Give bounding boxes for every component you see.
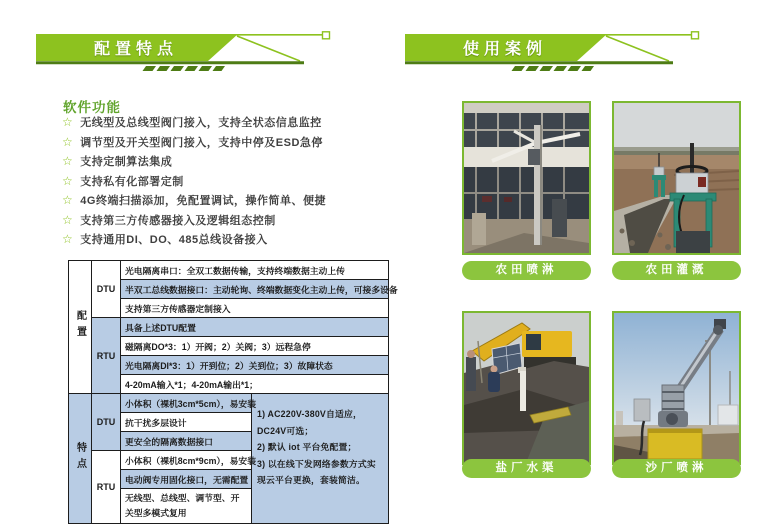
spec-row-text: 半双工总线数据接口：主动轮询、终端数据变化主动上传，可接多设备 bbox=[121, 280, 389, 299]
software-list-item bbox=[62, 134, 392, 154]
spec-row-text: 电动阀专用固化接口，无需配置 bbox=[121, 470, 252, 489]
software-list-item bbox=[62, 212, 392, 232]
table-row bbox=[69, 261, 389, 280]
spec-row-text: 无线型、总线型、调节型、开关型多模式复用 bbox=[121, 489, 252, 524]
banner-end-square-icon bbox=[692, 32, 699, 39]
table-device-rtu-feature: RTU bbox=[92, 451, 121, 524]
software-item-text: 支持第三方传感器接入及逻辑组态控制 bbox=[80, 214, 276, 227]
left-section-banner bbox=[36, 31, 346, 77]
software-list-item bbox=[62, 231, 392, 251]
spec-row-text: 4-20mA输入*1；4-20mA输出*1； bbox=[121, 375, 389, 394]
star-bullet-icon: ☆ bbox=[62, 193, 74, 207]
software-item-text: 无线型及总线型阀门接入，支持全状态信息监控 bbox=[80, 117, 322, 129]
star-bullet-icon: ☆ bbox=[62, 232, 74, 246]
table-row bbox=[69, 394, 389, 413]
software-item-text: 支持定制算法集成 bbox=[80, 156, 173, 168]
case-label-salt-canal: 盐厂水渠 bbox=[462, 459, 591, 478]
software-item-text: 4G终端扫描添加，免配置调试，操作简单、便捷 bbox=[80, 195, 326, 207]
feature-note-line: 1) AC220V-380V自适应，DC24V可选； bbox=[257, 409, 362, 436]
farm-spray-illustration bbox=[464, 103, 589, 253]
software-functions-list bbox=[62, 114, 392, 251]
star-bullet-icon: ☆ bbox=[62, 134, 74, 149]
farm-irrigation-illustration bbox=[614, 103, 739, 253]
feature-notes-cell bbox=[252, 394, 389, 524]
software-item-text: 调节型及开关型阀门接入，支持中停及ESD急停 bbox=[80, 136, 323, 149]
case-photo-salt-canal bbox=[462, 311, 591, 465]
spec-row-text: 光电隔离串口：全双工数据传输，支持终端数据主动上传 bbox=[121, 261, 389, 280]
salt-canal-illustration bbox=[464, 313, 589, 463]
software-list-item bbox=[62, 192, 392, 212]
spec-row-text: 具备上述DTU配置 bbox=[121, 318, 389, 337]
spec-row-text: 小体积（裸机8cm*9cm），易安装 bbox=[121, 451, 252, 470]
star-bullet-icon: ☆ bbox=[62, 212, 74, 227]
spec-row-text: 抗干扰多层设计 bbox=[121, 413, 252, 432]
banner-end-square-icon bbox=[323, 32, 330, 39]
sand-spray-illustration bbox=[614, 313, 739, 463]
case-photo-farm-irrigation bbox=[612, 101, 741, 255]
table-device-dtu-config: DTU bbox=[92, 261, 121, 318]
spec-row-text: 小体积（裸机3cm*5cm），易安装 bbox=[121, 394, 252, 413]
star-bullet-icon: ☆ bbox=[62, 173, 74, 188]
software-list-item bbox=[62, 114, 392, 134]
banner-dash-marks-icon bbox=[142, 66, 225, 71]
spec-table bbox=[68, 260, 398, 524]
case-photo-sand-spray bbox=[612, 311, 741, 465]
case-label-sand-spray: 沙厂喷淋 bbox=[612, 459, 741, 478]
case-label-farm-irrigation: 农田灌溉 bbox=[612, 261, 741, 280]
spec-row-text: 光电隔离DI*3：1）开到位；2）关到位；3）故障状态 bbox=[121, 356, 389, 375]
feature-note-line: 3) 以在线下发网络参数方式实现云平台更换，套装简洁。 bbox=[257, 458, 376, 485]
table-device-dtu-feature: DTU bbox=[92, 394, 121, 451]
banner-dash-marks-icon bbox=[511, 66, 594, 71]
star-bullet-icon: ☆ bbox=[62, 115, 74, 129]
case-photo-farm-spray bbox=[462, 101, 591, 255]
spec-row-text: 支持第三方传感器定制接入 bbox=[121, 299, 389, 318]
software-list-item bbox=[62, 153, 392, 173]
table-device-rtu-config: RTU bbox=[92, 318, 121, 394]
table-section-config: 配置 bbox=[69, 261, 92, 394]
left-banner-title: 配置特点 bbox=[93, 41, 178, 58]
right-banner-title: 使用案例 bbox=[462, 41, 547, 58]
software-item-text: 支持私有化部署定制 bbox=[80, 175, 184, 188]
software-functions-heading: 软件功能 bbox=[63, 100, 121, 115]
software-item-text: 支持通用DI、DO、485总线设备接入 bbox=[80, 234, 268, 246]
table-row bbox=[69, 318, 389, 337]
star-bullet-icon: ☆ bbox=[62, 154, 74, 168]
case-label-farm-spray: 农田喷淋 bbox=[462, 261, 591, 280]
software-list-item bbox=[62, 173, 392, 193]
spec-row-text: 磁隔离DO*3：1）开阀；2）关阀；3）远程急停 bbox=[121, 337, 389, 356]
table-section-feature: 特点 bbox=[69, 394, 92, 524]
spec-table-container bbox=[68, 260, 398, 524]
right-section-banner bbox=[405, 31, 715, 77]
feature-note-line: 2) 默认 iot 平台免配置； bbox=[257, 442, 357, 452]
spec-row-text: 更安全的隔离数据接口 bbox=[121, 432, 252, 451]
